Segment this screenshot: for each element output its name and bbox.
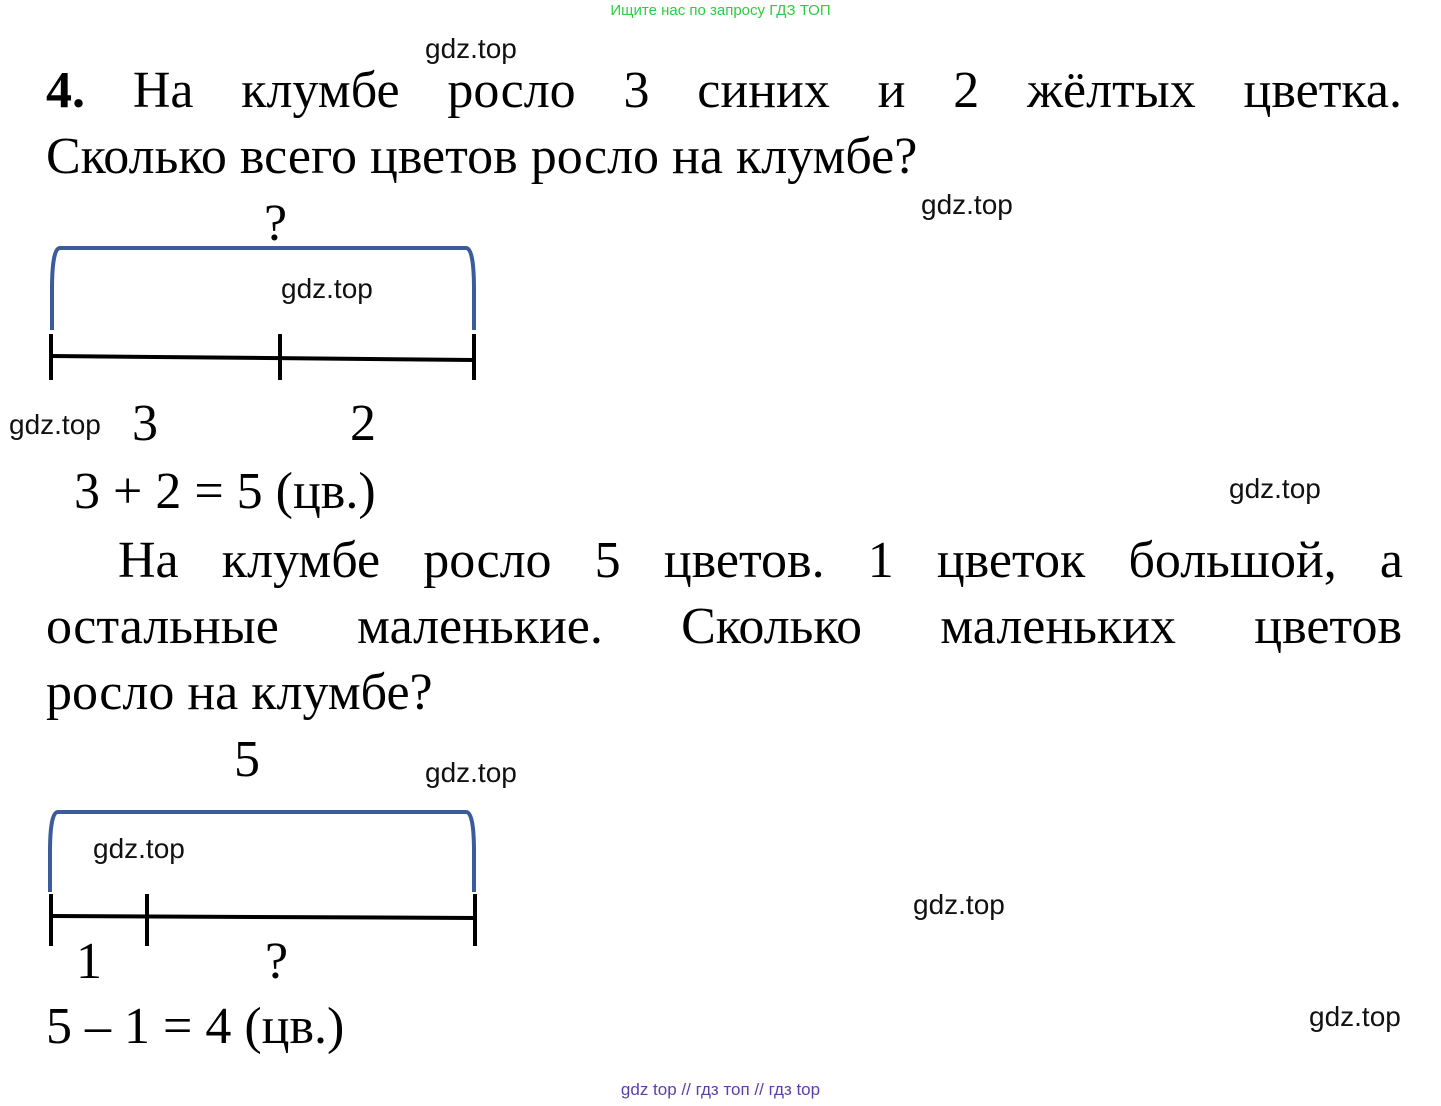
problem2-line-1: На клумбе росло 5 цветов. 1 цветок большой, а	[118, 532, 1403, 589]
problem-text: На клумбе росло 3 синих и 2 жёлтых цветка.	[132, 62, 1402, 119]
diagram-total-label: ?	[264, 195, 288, 252]
segment-line	[51, 356, 474, 360]
diagram-total-label: 5	[234, 731, 260, 788]
problem2-line-2: остальные маленькие. Сколько маленьких цветов	[46, 598, 1402, 655]
watermark: gdz.top	[1309, 1001, 1401, 1032]
problem2-line-3: росло на клумбе?	[46, 664, 433, 721]
diagram-part-label: 1	[76, 933, 102, 990]
solution-equation: 3 + 2 = 5 (цв.)	[74, 463, 376, 520]
problem-number: 4.	[46, 62, 85, 119]
watermark: gdz.top	[93, 833, 185, 864]
watermark: gdz.top	[425, 33, 517, 64]
solution-equation: 5 – 1 = 4 (цв.)	[46, 998, 345, 1055]
diagram-part-label: 3	[132, 395, 158, 452]
diagram-part-label: 2	[350, 395, 376, 452]
watermark: gdz.top	[913, 889, 1005, 920]
watermark: gdz.top	[425, 757, 517, 788]
brace	[52, 248, 474, 330]
watermark: gdz.top	[1229, 473, 1321, 504]
watermark: gdz.top	[921, 189, 1013, 220]
search-banner: Ищите нас по запросу ГДЗ ТОП	[610, 2, 831, 19]
problem-line-1	[46, 58, 1402, 124]
problem-line-2: Сколько всего цветов росло на клумбе?	[46, 128, 918, 185]
footer-links[interactable]: gdz top // гдз топ // гдз top	[620, 1080, 821, 1099]
segment-line	[51, 916, 475, 918]
diagram-part-label: ?	[265, 933, 289, 990]
watermark: gdz.top	[281, 273, 373, 304]
watermark: gdz.top	[9, 409, 101, 440]
